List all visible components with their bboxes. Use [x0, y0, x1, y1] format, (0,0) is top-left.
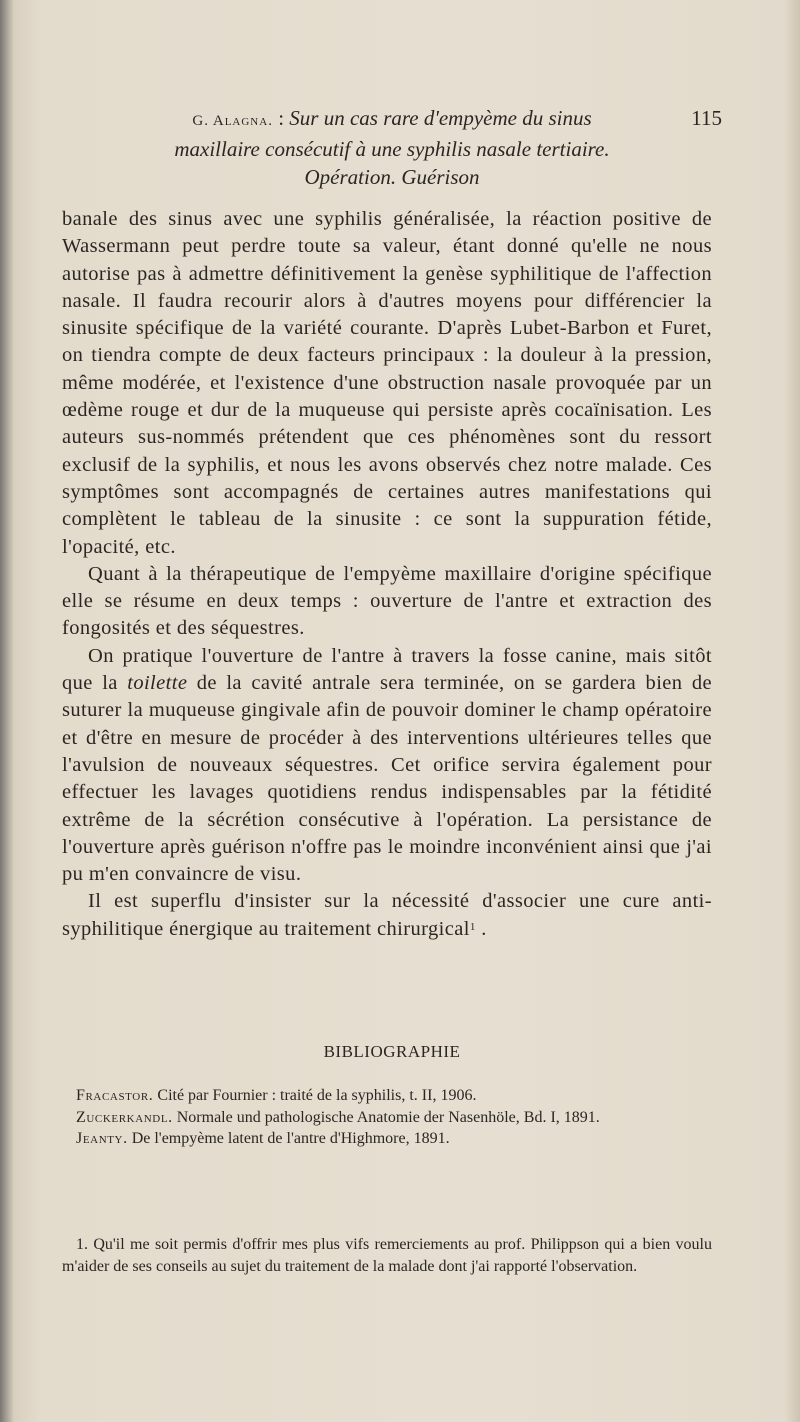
author-name: G. Alagna.: [192, 113, 273, 129]
paragraph-3-text-before: On pratique l'ouverture de l'antre à travers la fosse canine, mais sitôt que la: [62, 644, 712, 695]
bibliography-author: Fracastor.: [76, 1087, 154, 1104]
paragraph-3-text-after: de la cavité antrale sera terminée, on se gardera bien de suturer la muqueuse gingivale afin de pouvoir dominer le champ opératoire et d'être en mesure de procéder à des interventions ultérieures telles que l'avulsion de nouveaux séquestres. Cet orifice servira également pour effectuer les lavages quotidiens rendus indispensables par la fétidité extrême de la sécrétion consécutive à l'opération. La persistance de l'ouverture après guérison n'offre pas le moindre inconvénient ainsi que j'ai pu m'en convaincre de visu.: [62, 672, 712, 886]
paragraph-1: banale des sinus avec une syphilis généralisée, la réaction positive de Wassermann peut perdre toute sa valeur, étant donné qu'elle ne nous autorise pas à admettre définitivement la genèse syphilitique de l'affection nasale. Il faudra recourir alors à d'autres moyens pour différencier la sinusite spécifique de la variété courante. D'après Lubet-Barbon et Furet, on tiendra compte de deux facteurs principaux : la douleur à la pression, même modérée, et l'existence d'une obstruction nasale provoquée par un œdème rouge et dur de la muqueuse qui persiste après cocaïnisation. Les auteurs sus-nommés prétendent que ces phénomènes sont du ressort exclusif de la syphilis, et nous les avons observés chez notre malade. Ces symptômes sont accompagnés de certaines autres manifestations qui complètent le tableau de la sinusite : ce sont la suppuration fétide, l'opacité, etc.: [62, 208, 712, 558]
bibliography-text: Normale und pathologische Anatomie der Nasenhöle, Bd. I, 1891.: [172, 1108, 600, 1126]
bibliography-heading: BIBLIOGRAPHIE: [323, 1042, 461, 1061]
bibliography-list: [62, 1085, 712, 1150]
paragraph-4-text: Il est superflu d'insister sur la nécessité d'associer une cure anti-syphilitique énergique au traitement chirurgical: [62, 890, 712, 940]
paragraph-2: Quant à la thérapeutique de l'empyème maxillaire d'origine spécifique elle se résume en deux temps : ouverture de l'antre et extraction des fongosités et des séquestres.: [62, 562, 712, 640]
running-head: [62, 104, 722, 191]
footnote-text: Qu'il me soit permis d'offrir mes plus vifs remerciements au prof. Philippson qui a bien voulu m'aider de ses conseils au sujet du traitement de la malade dont j'ai rapporté l'observation.: [62, 1236, 712, 1275]
footnote-mark: 1.: [76, 1236, 88, 1253]
article-title-part-3: Opération. Guérison: [304, 165, 480, 189]
footnote-reference: 1: [469, 920, 476, 933]
paragraph-4-end: .: [475, 917, 487, 940]
emphasis-toilette: toilette: [127, 672, 188, 695]
bibliography-text: De l'empyème latent de l'antre d'Highmore, 1891.: [127, 1130, 450, 1147]
running-head-separator: :: [272, 106, 290, 130]
bibliography-entry: [62, 1107, 712, 1129]
footnote: [62, 1234, 712, 1277]
article-title-part-2: maxillaire consécutif à une syphilis nasale tertiaire.: [174, 137, 610, 161]
page-number: 115: [691, 106, 722, 130]
body-text: [62, 206, 712, 943]
bibliography-entry: [62, 1128, 712, 1150]
paragraph-4: [62, 888, 712, 943]
bibliography-text: Cité par Fournier : traité de la syphilis, t. II, 1906.: [153, 1087, 477, 1104]
bibliography-entry: [62, 1085, 712, 1107]
article-title-part-1: Sur un cas rare d'empyème du sinus: [289, 106, 592, 130]
paragraph-3: [62, 643, 712, 889]
running-head-line-1: [62, 104, 722, 135]
bibliography-author: Zuckerkandl.: [76, 1108, 173, 1126]
bibliography-author: Jeanty.: [76, 1130, 128, 1147]
